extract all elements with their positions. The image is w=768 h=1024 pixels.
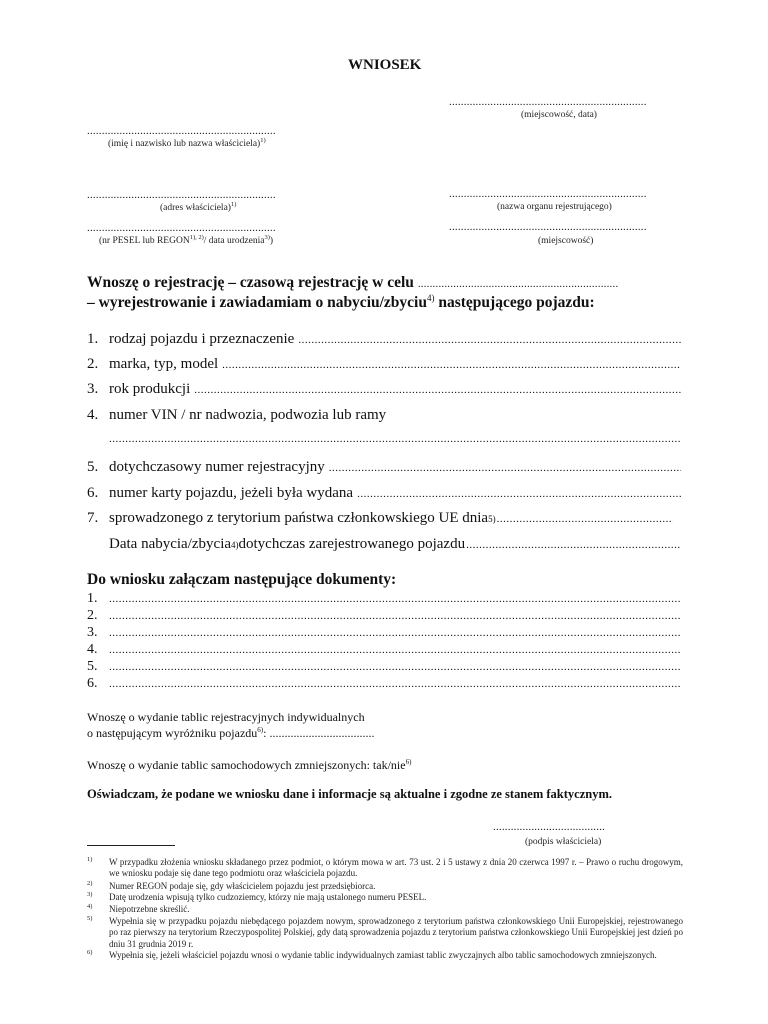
attachment-field[interactable]: [109, 678, 681, 690]
registration-purpose-field[interactable]: ....................................................................: [417, 278, 619, 290]
attachment-row[interactable]: 6. .....: [87, 676, 681, 692]
attachment-row[interactable]: 4. .....: [87, 642, 681, 658]
vehicle-item-make[interactable]: 2. marka, typ, model .....: [87, 356, 681, 373]
document-title: WNIOSEK: [348, 57, 422, 73]
vehicle-item-year[interactable]: 3. rok produkcji .....: [87, 381, 681, 398]
reduced-plates-question[interactable]: Wnoszę o wydanie tablic samochodowych zmniejszonych: tak/nie$^{6)}$: [87, 758, 412, 772]
footnote: $^{3)}$ Datę urodzenia wpisują tylko cudzoziemcy, którzy nie mają ustalonego numeru PESEL.: [87, 891, 427, 902]
pesel-field[interactable]: ................................................................: [87, 222, 276, 234]
signature-caption: (podpis właściciela): [525, 837, 602, 847]
footnote: $^{4)}$ Niepotrzebne skreślić.: [87, 903, 190, 914]
vehicle-year-field[interactable]: [194, 384, 681, 396]
footnote: $^{5)}$ Wypełnia się w przypadku pojazdu niebędącego pojazdem nowym, sprowadzonego z terytorium państwa członkowskiego Unii Europejskiej, rejestrowanego po raz pierwszy na terytorium Rzeczypospolitej Polskiej, gdy datą sprowadzenia pojazdu z terytorium państwa członkowskiego Unii Europejskiej jest dzień po dniu 31 grudnia 2019 r.: [87, 915, 683, 949]
individual-plates-line-1: Wnoszę o wydanie tablic rejestracyjnych indywidualnych: [87, 710, 365, 724]
vehicle-item-import-date[interactable]: 7. sprowadzonego z terytorium państwa członkowskiego UE dnia 5) .....: [87, 510, 673, 527]
attachment-row[interactable]: 2. .....: [87, 608, 681, 624]
attachment-field[interactable]: [109, 593, 681, 605]
vehicle-item-vin: 4. numer VIN / nr nadwozia, podwozia lub ramy: [87, 407, 387, 423]
attachment-row[interactable]: 5. .....: [87, 659, 681, 675]
attachment-field[interactable]: [109, 661, 681, 673]
owner-name-field[interactable]: ................................................................: [87, 125, 276, 137]
vehicle-make-field[interactable]: [222, 359, 681, 371]
attachments-heading: Do wniosku załączam następujące dokumenty:: [87, 571, 397, 588]
pesel-caption: (nr PESEL lub $REGON^{1), 2)}/$ data urodzenia$^{3)}$): [99, 233, 274, 246]
purchase-date-row[interactable]: Data nabycia/zbycia 4) dotychczas zarejestrowanego pojazdu .....: [109, 536, 681, 553]
owner-name-caption: (imię i nazwisko lub nazwa właściciela)$^{1)}$: [108, 136, 266, 149]
place-date-caption: (miejscowość, data): [521, 110, 597, 120]
place-field[interactable]: ...................................................................: [449, 221, 647, 233]
attachment-field[interactable]: [109, 644, 681, 656]
place-date-field[interactable]: ...................................................................: [449, 96, 647, 108]
request-line-1: Wnoszę o rejestrację – czasową rejestrację w celu ....................................................................: [87, 274, 619, 291]
vehicle-vin-field[interactable]: [109, 433, 681, 445]
import-date-field[interactable]: [497, 513, 673, 525]
owner-address-caption: (adres właściciela)$^{1)}$: [160, 200, 237, 213]
request-line-2: – wyrejestrowanie i zawiadamiam o nabyciu/zbyciu$^{4)}$ następującego pojazdu:: [87, 293, 595, 312]
authority-caption: (nazwa organu rejestrującego): [497, 202, 612, 212]
plate-identifier-field[interactable]: : ...................................: [263, 726, 375, 740]
attachment-row[interactable]: 1. .....: [87, 591, 681, 607]
purchase-date-field[interactable]: [466, 539, 681, 551]
owner-address-field[interactable]: ................................................................: [87, 189, 276, 201]
signature-field[interactable]: ......................................: [493, 821, 606, 833]
vehicle-item-type[interactable]: 1. rodzaj pojazdu i przeznaczenie .....: [87, 331, 681, 348]
authority-field[interactable]: ...................................................................: [449, 188, 647, 200]
attachment-field[interactable]: [109, 610, 681, 622]
footnote-separator: [87, 845, 175, 846]
vehicle-card-field[interactable]: [357, 488, 681, 500]
footnote: $^{1)}$ W przypadku złożenia wniosku składanego przez podmiot, o którym mowa w art. 73 ust. 2 i 5 ustawy z dnia 20 czerwca 1997 r. – Prawo o ruchu drogowym, we wniosku podaje się dane tego podmiotu oraz właściciela pojazdu.: [87, 856, 683, 879]
attachment-field[interactable]: [109, 627, 681, 639]
vehicle-type-field[interactable]: [298, 334, 681, 346]
footnote: $^{6)}$ Wypełnia się, jeżeli właściciel pojazdu wnosi o wydanie tablic indywidualnych zamiast tablic zwyczajnych albo tablic samochodowych zmniejszonych.: [87, 949, 657, 960]
place-caption: (miejscowość): [538, 236, 594, 246]
vehicle-vin-line[interactable]: [109, 433, 681, 445]
attachment-row[interactable]: 3. .....: [87, 625, 681, 641]
individual-plates-line-2[interactable]: o następującym wyróżniku pojazdu$^{6)}$: ...................................: [87, 726, 375, 740]
vehicle-item-card[interactable]: 6. numer karty pojazdu, jeżeli była wydana .....: [87, 485, 681, 502]
vehicle-item-prev-number[interactable]: 5. dotychczasowy numer rejestracyjny .....: [87, 459, 681, 476]
footnote: $^{2)}$ Numer REGON podaje się, gdy właścicielem pojazdu jest przedsiębiorca.: [87, 880, 376, 891]
prev-registration-field[interactable]: [329, 462, 681, 474]
declaration-text: Oświadczam, że podane we wniosku dane i informacje są aktualne i zgodne ze stanem faktycznym.: [87, 787, 612, 801]
